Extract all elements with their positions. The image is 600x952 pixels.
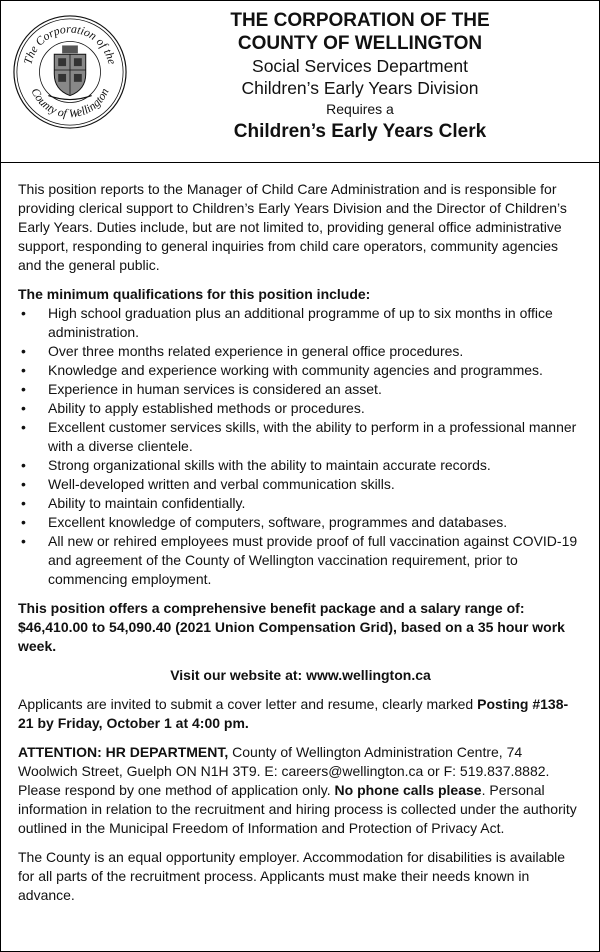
privacy-text: . Personal information in relation to the recruitment and hiring process is collected under the authority outlined in the Municipal Freedom of Information and Protection of Privacy Act. xyxy=(18,782,577,836)
qualifications-list xyxy=(18,304,583,589)
benefits-paragraph: This position offers a comprehensive benefit package and a salary range of: $46,410.00 to 54,090.40 (2021 Union Compensation Grid), based on a 35 hour work week. xyxy=(18,600,565,654)
svg-text:County of Wellington: County of Wellington xyxy=(28,85,112,121)
qualification-item: • High school graduation plus an additional programme of up to six months in office administration. xyxy=(18,304,583,342)
qualification-item: • Strong organizational skills with the ability to maintain accurate records. xyxy=(18,456,583,475)
posting-header xyxy=(1,1,599,163)
attention-paragraph xyxy=(18,743,583,838)
apply-paragraph xyxy=(18,695,583,733)
qualification-item: • Experience in human services is considered an asset. xyxy=(18,380,583,399)
qualification-item: • Ability to apply established methods or procedures. xyxy=(18,399,583,418)
equal-opportunity-paragraph: The County is an equal opportunity employer. Accommodation for disabilities is available for all parts of the recruitment process. Applicants must make their needs known in advance. xyxy=(18,849,566,903)
attention-label: ATTENTION: HR DEPARTMENT, xyxy=(18,744,229,760)
qualification-item: • Over three months related experience in general office procedures. xyxy=(18,342,583,361)
header-text xyxy=(131,9,589,145)
posting-deadline: Posting #138-21 by Friday, October 1 at 4:00 pm. xyxy=(18,696,569,731)
qualification-item: • Excellent customer services skills, with the ability to perform in a professional manner with a diverse clientele. xyxy=(18,418,583,456)
org-name-line1: THE CORPORATION OF THE xyxy=(230,10,490,31)
attention-text: County of Wellington Administration Centre, 74 Woolwich Street, Guelph ON N1H 3T9. E: careers@wellington.ca or F: 519.837.8882. Please respond by one method of application only. xyxy=(18,744,550,798)
qualifications-heading: The minimum qualifications for this position include: xyxy=(18,286,371,302)
department-name: Social Services Department xyxy=(252,56,468,76)
qualification-item: • Well-developed written and verbal communication skills. xyxy=(18,475,583,494)
position-title: Children’s Early Years Clerk xyxy=(233,121,487,142)
intro-paragraph: This position reports to the Manager of Child Care Administration and is responsible for providing clerical support to Children’s Early Years Division and the Director of Children’s Early Years. Duties include, but are not limited to, providing general office administrative support, responding to general inquiries from child care operators, community agencies and the general public. xyxy=(18,181,567,273)
qualification-item: • All new or rehired employees must provide proof of full vaccination against COVID-19 and agreement of the County of Wellington vaccination requirement, prior to commencing employment. xyxy=(18,532,583,589)
division-name: Children’s Early Years Division xyxy=(241,78,479,98)
requires-label: Requires a xyxy=(326,101,394,117)
qualification-item: • Ability to maintain confidentially. xyxy=(18,494,583,513)
org-name-line2: COUNTY OF WELLINGTON xyxy=(237,33,483,54)
website-line: Visit our website at: www.wellington.ca xyxy=(170,667,431,683)
qualification-item: • Knowledge and experience working with community agencies and programmes. xyxy=(18,361,583,380)
posting-body xyxy=(1,163,599,905)
county-seal-logo xyxy=(11,13,129,131)
qualification-item: • Excellent knowledge of computers, software, programmes and databases. xyxy=(18,513,583,532)
svg-text:The Corporation of the: The Corporation of the xyxy=(20,21,120,66)
no-calls-note: No phone calls please xyxy=(334,782,482,798)
apply-text: Applicants are invited to submit a cover letter and resume, clearly marked xyxy=(18,696,474,712)
